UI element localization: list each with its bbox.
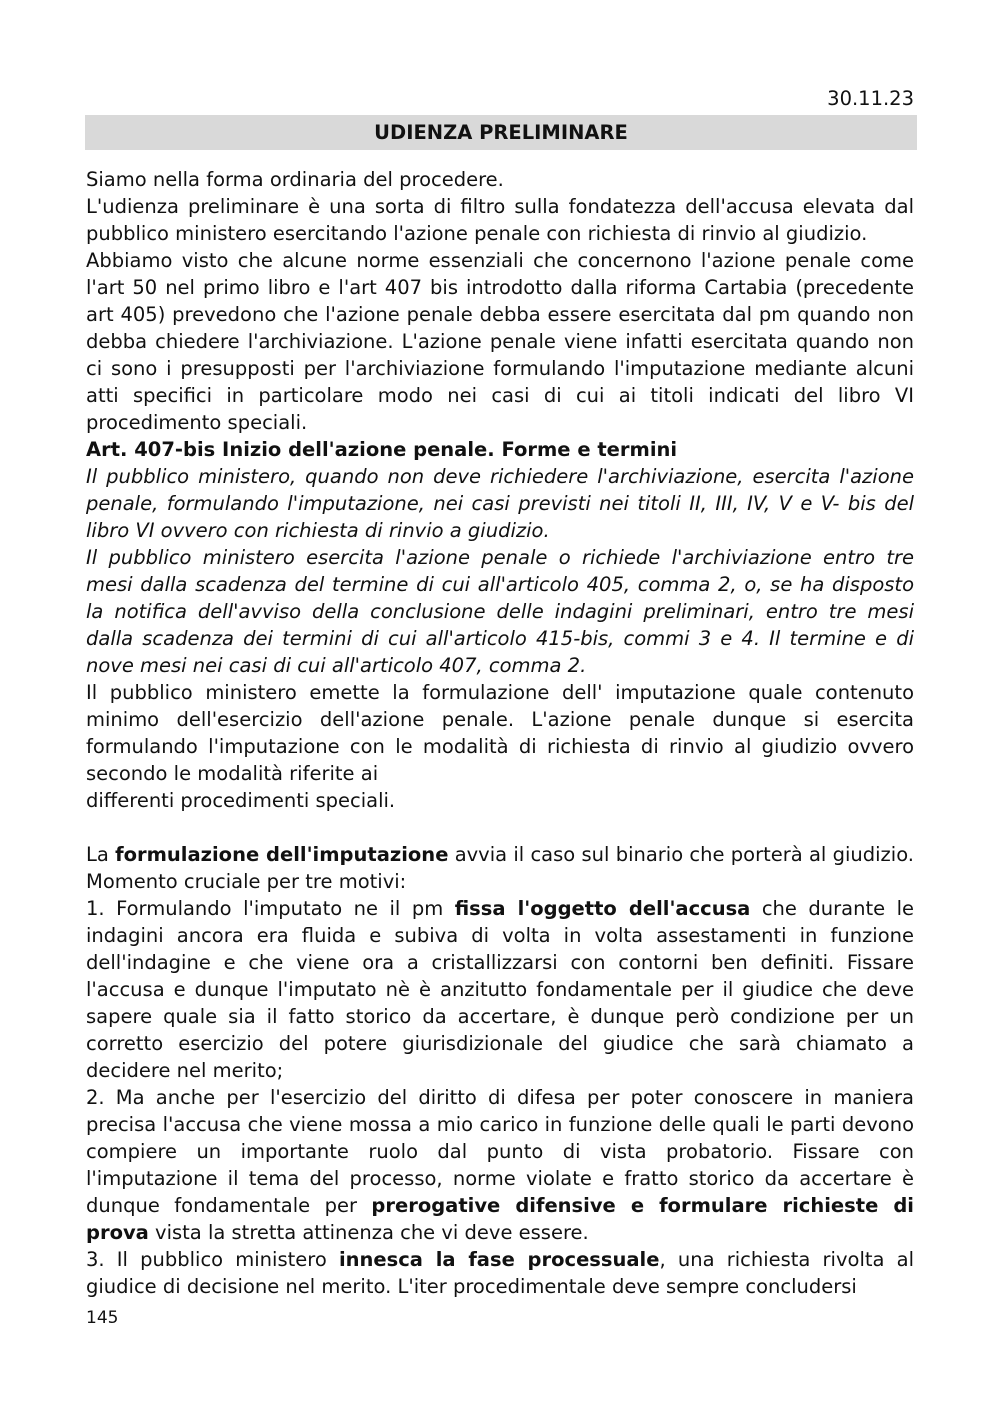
point-2-text-b: vista la stretta attinenza che vi deve essere. [148, 1221, 589, 1244]
point-3-text-b: , una richiesta rivolta al giudice di decisione nel merito. L'iter procedimentale deve sempre concludersi [86, 1248, 915, 1298]
point-3-text-a: 3. Il pubblico ministero [86, 1248, 339, 1271]
paragraph-spacer [86, 814, 914, 841]
article-comma-2: Il pubblico ministero esercita l'azione penale o richiede l'archiviazione entro tre mesi dalla scadenza del termine di cui all'articolo 405, comma 2, o, se ha disposto la notifica dell'avviso della conclusione delle indagini preliminari, entro tre mesi dalla scadenza dei termini di cui all'articolo 415-bis, commi 3 e 4. Il termine e di nove mesi nei casi di cui all'articolo 407, comma 2. [86, 546, 914, 677]
section-title: UDIENZA PRELIMINARE [374, 121, 628, 144]
intro-paragraph-3: Abbiamo visto che alcune norme essenziali che concernono l'azione penale come l'art 50 nel primo libro e l'art 407 bis introdotto dalla riforma Cartabia (precedente art 405) prevedono che l'azione penale debba essere esercitata dal pm quando non debba chiedere l'archiviazione. L'azione penale viene infatti esercitata quando non ci sono i presupposti per l'archiviazione formulando l'imputazione mediante alcuni atti specifici in particolare modo nei casi di cui ai titoli indicati del libro VI procedimento speciali. [86, 249, 914, 434]
page-number: 145 [86, 1308, 119, 1328]
formulazione-lead: La [86, 843, 116, 866]
point-2 [86, 1084, 914, 1246]
formulazione-paragraph [86, 841, 914, 895]
commentary-paragraph: Il pubblico ministero emette la formulazione dell' imputazione quale contenuto minimo dell'esercizio dell'azione penale. L'azione penale dunque si esercita formulando l'imputazione con le modalità di richiesta di rinvio al giudizio ovvero secondo le modalità riferite ai [86, 681, 914, 785]
point-2-text-a: 2. Ma anche per l'esercizio del diritto di difesa per poter conoscere in maniera precisa l'accusa che viene mossa a mio carico in funzione delle quali le parti devono compiere un importante ruolo dal punto di vista probatorio. Fissare con l'imputazione il tema del processo, norme violate e fratto storico da accertare è dunque fondamentale per [86, 1086, 914, 1217]
point-3-bold: innesca la fase processuale [338, 1248, 660, 1271]
intro-paragraph-2: L'udienza preliminare è una sorta di filtro sulla fondatezza dell'accusa elevata dal pubblico ministero esercitando l'azione penale con richiesta di rinvio al giudizio. [86, 195, 914, 245]
point-1-bold: fissa l'oggetto dell'accusa [454, 897, 751, 920]
section-title-bar [85, 115, 917, 150]
point-1 [86, 895, 914, 1084]
document-date: 30.11.23 [827, 87, 914, 110]
point-1-text-a: 1. Formulando l'imputato ne il pm [86, 897, 455, 920]
point-1-text-b: che durante le indagini ancora era fluida e subiva di volta in volta assestamenti in funzione dell'indagine e che viene ora a cristallizzarsi con contorni ben definiti. Fissare l'accusa e dunque l'imputato nè è anzitutto fondamentale per il giudice che deve sapere quale sia il fatto storico da accertare, è dunque però condizione per un corretto esercizio del potere giurisdizionale del giudice che sarà chiamato a decidere nel merito; [86, 897, 914, 1082]
commentary-paragraph-end: differenti procedimenti speciali. [86, 789, 396, 812]
article-comma-1: Il pubblico ministero, quando non deve richiedere l'archiviazione, esercita l'azione penale, formulando l'imputazione, nei casi previsti nei titoli II, III, IV, V e V- bis del libro VI ovvero con richiesta di rinvio a giudizio. [86, 465, 914, 542]
formulazione-bold: formulazione dell'imputazione [115, 843, 449, 866]
article-heading: Art. 407-bis Inizio dell'azione penale. Forme e termini [86, 438, 678, 461]
intro-paragraph-1: Siamo nella forma ordinaria del procedere. [86, 168, 504, 191]
point-2-bold: prerogative difensive e formulare richieste di prova [86, 1194, 914, 1244]
body-text [86, 166, 914, 1300]
formulazione-rest: avvia il caso sul binario che porterà al giudizio. Momento cruciale per tre motivi: [86, 843, 915, 893]
point-3 [86, 1246, 914, 1300]
